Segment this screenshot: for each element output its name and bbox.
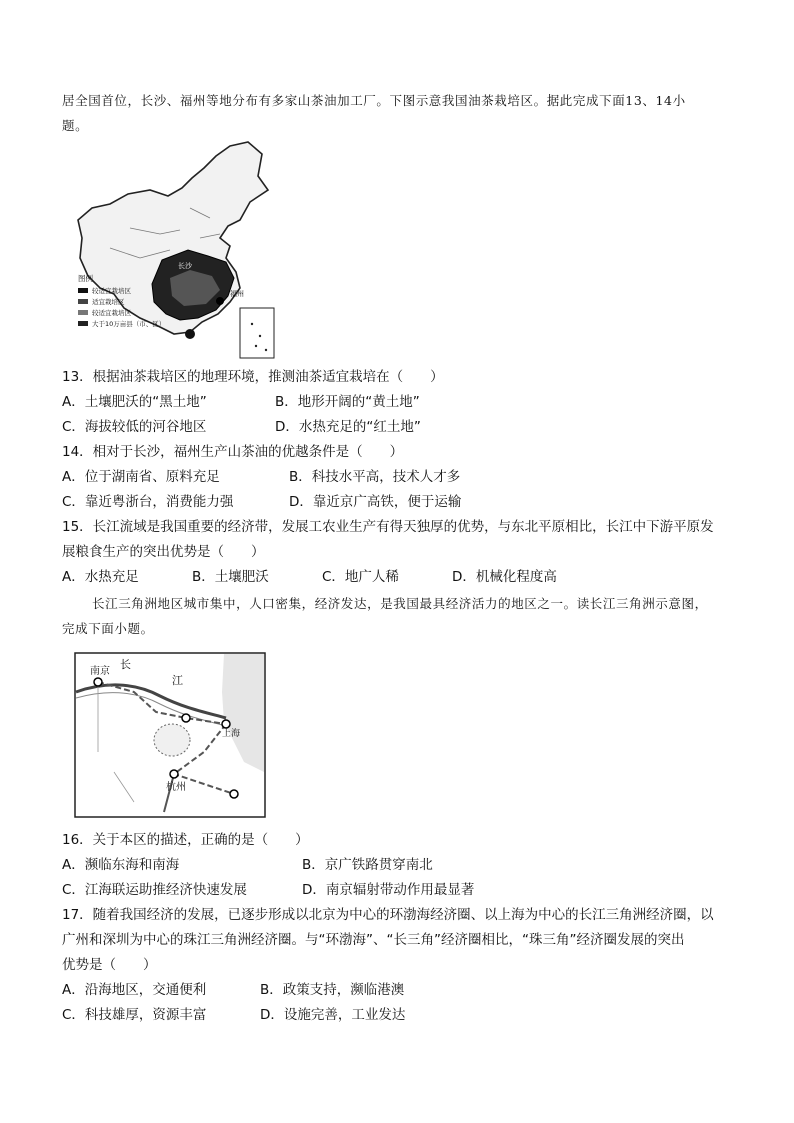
q14-option-b: B．科技水平高，技术人才多 — [289, 469, 461, 485]
china-oil-tea-map — [70, 138, 290, 363]
q16-option-c: C．江海联运助推经济快速发展 — [62, 882, 247, 898]
taihu-lake — [154, 724, 190, 756]
q17-stem-line-1: 17．随着我国经济的发展，已逐步形成以北京为中心的环渤海经济圈、以上海为中心的长江三角洲经济圈，以 — [62, 907, 714, 923]
q14-option-d: D．靠近京广高铁，便于运输 — [289, 494, 462, 510]
q16-option-d: D．南京辐射带动作用最显著 — [302, 882, 475, 898]
legend-item-1: 较适宜栽培区 — [92, 287, 131, 295]
q13-stem: 13．根据油茶栽培区的地理环境，推测油茶适宜栽培在（ ） — [62, 369, 444, 385]
hangzhou-dot — [170, 770, 178, 778]
fuzhou-label: 福州 — [230, 290, 244, 298]
q17-option-c: C．科技雄厚，资源丰富 — [62, 1007, 207, 1023]
q17-stem-line-3: 优势是（ ） — [62, 957, 157, 973]
passage-line-1: 长江三角洲地区城市集中，人口密集，经济发达，是我国最具经济活力的地区之一。读长江三角洲示意图， — [92, 596, 708, 611]
q17-option-b: B．政策支持，濒临港澳 — [260, 982, 405, 998]
intro-line-2: 题。 — [62, 118, 89, 133]
yangtze-delta-map — [74, 652, 266, 818]
shanghai-dot — [222, 720, 230, 728]
shanghai-label: 上海 — [222, 729, 241, 739]
q15-option-c: C．地广人稀 — [322, 569, 399, 585]
q16-option-a: A．濒临东海和南海 — [62, 857, 180, 873]
hangzhou-label: 杭州 — [166, 782, 186, 793]
chang-label: 长 — [120, 658, 131, 671]
intro-line-1: 居全国首位，长沙、福州等地分布有多家山茶油加工厂。下图示意我国油茶栽培区。据此完成下面13、14小 — [62, 93, 686, 108]
q13-option-a: A．土壤肥沃的“黑土地” — [62, 394, 207, 410]
legend-item-3: 较适宜栽培区 — [92, 309, 131, 317]
q13-option-c: C．海拔较低的河谷地区 — [62, 419, 207, 435]
fuzhou-dot — [216, 297, 224, 305]
q14-option-a: A．位于湖南省、原料充足 — [62, 469, 220, 485]
q14-option-c: C．靠近粤浙台，消费能力强 — [62, 494, 234, 510]
q17-stem-line-2: 广州和深圳为中心的珠江三角洲经济圈。与“环渤海”、“长三角”经济圈相比，“珠三角”经济圈发展的突出 — [62, 932, 685, 948]
nanjing-label: 南京 — [90, 666, 110, 677]
q13-option-b: B．地形开阔的“黄土地” — [275, 394, 420, 410]
legend-title: 图例 — [78, 274, 93, 283]
q13-option-d: D．水热充足的“红土地” — [275, 419, 421, 435]
jiang-label: 江 — [172, 674, 183, 687]
q15-option-a: A．水热充足 — [62, 569, 139, 585]
nanjing-dot — [94, 678, 102, 686]
hainan-island — [185, 329, 195, 339]
south-china-sea-inset — [240, 308, 274, 358]
q15-stem-line-2: 展粮食生产的突出优势是（ ） — [62, 544, 265, 560]
q16-option-b: B．京广铁路贯穿南北 — [302, 857, 433, 873]
q16-stem: 16．关于本区的描述，正确的是（ ） — [62, 832, 309, 848]
legend-item-4: 大于10万亩县（市、区） — [92, 320, 166, 328]
passage-line-2: 完成下面小题。 — [62, 621, 154, 636]
q15-option-b: B．土壤肥沃 — [192, 569, 269, 585]
q17-option-a: A．沿海地区，交通便利 — [62, 982, 207, 998]
legend-item-2: 适宜栽培区 — [92, 298, 125, 306]
q15-stem-line-1: 15．长江流域是我国重要的经济带，发展工农业生产有得天独厚的优势，与东北平原相比，长江中下游平原发 — [62, 519, 714, 535]
q17-option-d: D．设施完善，工业发达 — [260, 1007, 406, 1023]
q15-option-d: D．机械化程度高 — [452, 569, 557, 585]
q14-stem: 14．相对于长沙，福州生产山茶油的优越条件是（ ） — [62, 444, 404, 460]
changsha-label: 长沙 — [178, 262, 192, 270]
